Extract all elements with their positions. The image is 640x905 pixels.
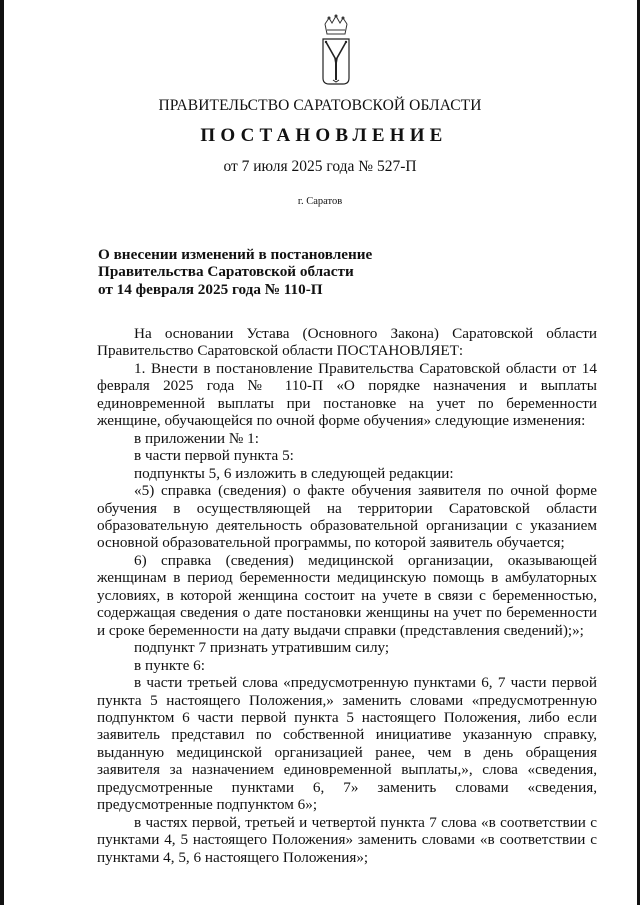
document-body (97, 325, 597, 866)
body-paragraph: подпункты 5, 6 изложить в следующей редакции: (134, 464, 454, 482)
body-paragraph: 6) справка (сведения) медицинской организации, оказывающей женщинам в период беременности медицинскую помощь в амбулаторных условиях, в которой женщина состоит на учете в связи с беременностью, содержащая сведения о дате постановки женщины на учет по беременности и сроке беременности на дату выдачи справки (представления сведений);»; (97, 551, 597, 639)
body-paragraph: в пункте 6: (134, 656, 205, 674)
organization-name: ПРАВИТЕЛЬСТВО САРАТОВСКОЙ ОБЛАСТИ (158, 97, 482, 114)
document-type-title: ПОСТАНОВЛЕНИЕ (200, 125, 448, 146)
body-paragraph: На основании Устава (Основного Закона) Саратовской области Правительство Саратовской области ПОСТАНОВЛЯЕТ: (97, 325, 597, 360)
body-paragraph: в части третьей слова «предусмотренную пунктами 6, 7 части первой пункта 5 настоящего Положения,» заменить словами «предусмотренную подпунктом 6 части первой пункта 5 настоящего Положения, либо если заявитель представил по собственной инициативе указанную справку, выданную медицинской организацией ранее, чем в день обращения заявителя за назначением единовременной выплаты,», слова «сведения, предусмотренные пунктами 6, 7» заменить словами «сведения, предусмотренные подпунктом 6»; (97, 674, 597, 814)
body-paragraph: 1. Внести в постановление Правительства Саратовской области от 14 февраля 2025 года № 110-П «О порядке назначения и выплаты единовременной выплаты при постановке на учет по беременности женщине, обучающейся по очной форме обучения» следующие изменения: (97, 359, 597, 430)
subject-line: Правительства Саратовской области (98, 263, 354, 281)
subject-line: от 14 февраля 2025 года № 110-П (98, 280, 323, 298)
body-paragraph: в частях первой, третьей и четвертой пункта 7 слова «в соответствии с пунктами 4, 5 настоящего Положения» заменить словами «в соответствии с пунктами 4, 5, 6 настоящего Положения»; (97, 813, 597, 866)
saratov-coat-of-arms-icon (321, 14, 351, 88)
body-paragraph: в части первой пункта 5: (134, 447, 294, 465)
body-paragraph: в приложении № 1: (134, 429, 259, 447)
document-date-number: от 7 июля 2025 года № 527-П (223, 158, 417, 175)
body-paragraph: «5) справка (сведения) о факте обучения заявителя по очной форме обучения в осуществляющей на территории Саратовской области образовательную деятельность образовательной организации с указанием основной образовательной программы, по которой заявитель обучается; (97, 482, 597, 552)
document-city: г. Саратов (297, 196, 343, 207)
subject-line: О внесении изменений в постановление (98, 246, 373, 263)
body-paragraph: подпункт 7 признать утратившим силу; (134, 639, 390, 657)
document-subject (98, 246, 372, 298)
